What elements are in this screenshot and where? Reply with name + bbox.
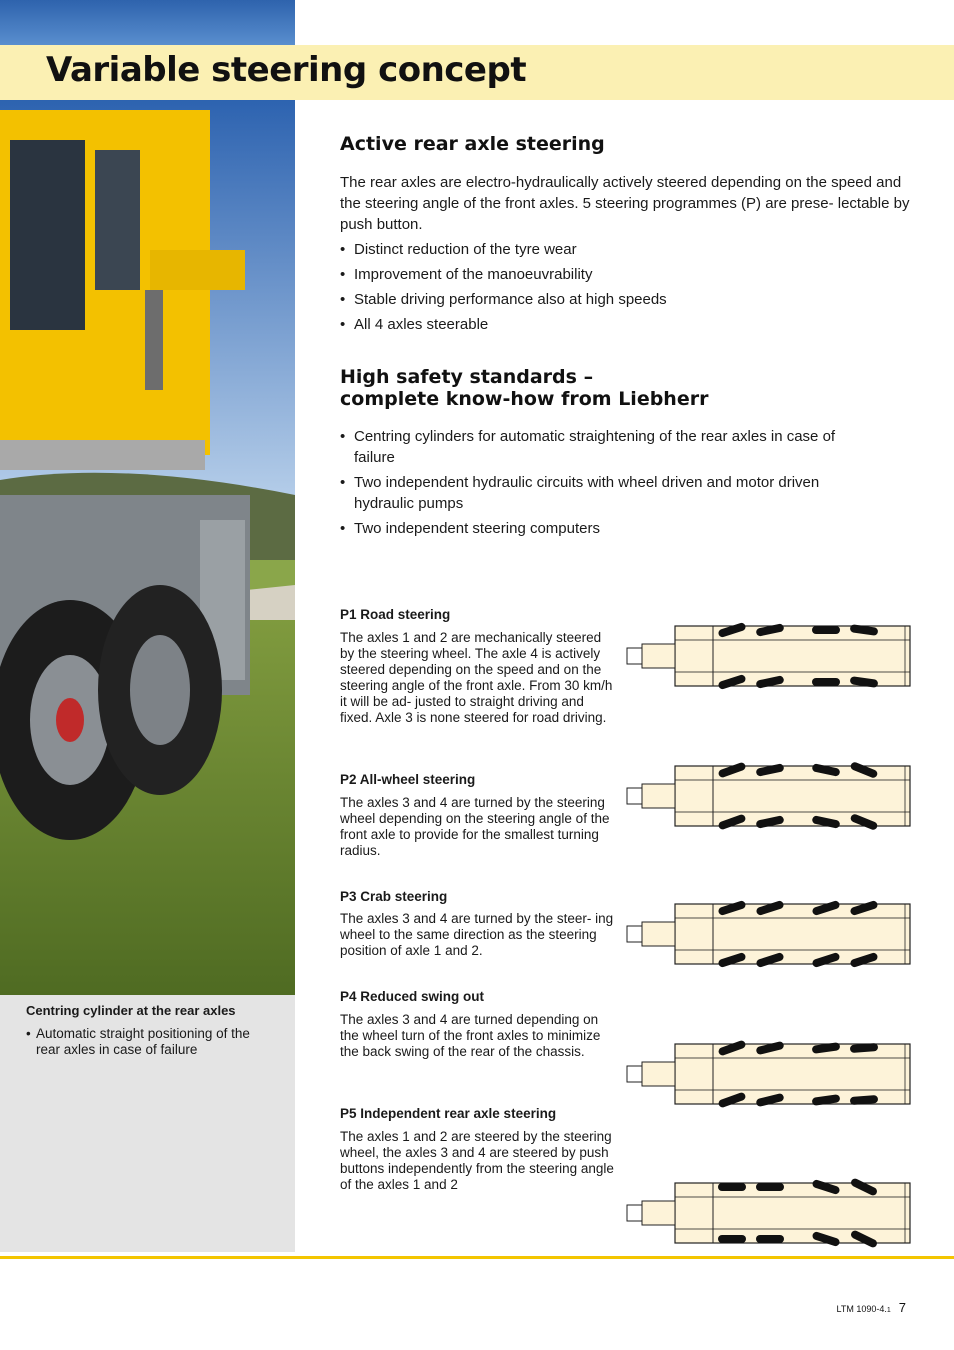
programme-title-p4: P4 Reduced swing out [340,989,485,1004]
wheel-mark [756,1235,784,1243]
active-intro: The rear axles are electro-hydraulically actively steered depending on the speed and the steering angle of the front axles. 5 steering programmes (P) are prese- lectable by push button. [340,174,910,233]
section-heading-safety: High safety standards – complete know-how from Liebherr [340,366,709,410]
programme-title-p3: P3 Crab steering [340,889,448,904]
caption-bullet: • Automatic straight positioning of the rear axles in case of failure [26,1026,250,1057]
list-item: • Distinct reduction of the tyre wear [340,241,577,258]
list-item: • Stable driving performance also at high speeds [340,291,667,308]
active-bullet-list [340,239,880,339]
footer-rule [0,1256,954,1259]
list-item: • Centring cylinders for automatic straightening of the rear axles in case of failure [340,428,836,466]
chassis-body [627,626,910,686]
programme-title-p1: P1 Road steering [340,607,451,622]
list-item: • Improvement of the manoeuvrability [340,266,593,283]
programme-title-p2: P2 All-wheel steering [340,772,476,787]
steering-diagram-p4 [620,1036,914,1117]
programme-desc-p2: The axles 3 and 4 are turned by the steering wheel depending on the steering angle of the front axle to provide for the smallest turning radius. [340,795,610,858]
wheel-mark [812,678,840,686]
list-item: • Two independent steering computers [340,520,600,537]
programme-desc-p5: The axles 1 and 2 are steered by the steering wheel, the axles 3 and 4 are steered by push buttons independently from the steering angle of the axles 1 and 2 [340,1129,614,1192]
header-photo-strip [0,0,295,46]
steering-diagram-p5 [620,1175,914,1256]
steering-diagram-p2 [620,758,914,839]
steering-diagram-p1 [620,618,914,699]
programme-desc-p3: The axles 3 and 4 are turned by the steer- ing wheel to the same direction as the steering position of axle 1 and 2. [340,911,614,958]
page-title: Variable steering concept [46,50,527,90]
programme-desc-p1: The axles 1 and 2 are mechanically steered by the steering wheel. The axle 4 is actively steered depending on the speed and on the steering angle of the front axle. From 30 km/h it will be ad- justed to straight driving and fixed. Axle 3 is none steered for road driving. [340,630,613,725]
wheel-mark [718,1235,746,1243]
wheel-mark [756,1183,784,1191]
chassis-diagram [620,1036,914,1112]
list-item: • All 4 axles steerable [340,316,489,333]
wheel-mark [718,1183,746,1191]
crane-photo [0,100,295,995]
chassis-diagram [620,1175,914,1251]
page-number: 7 [898,1300,906,1315]
wheel-mark [812,626,840,634]
chassis-body [627,1044,910,1104]
model-number: LTM 1090-4.1 [836,1304,891,1314]
caption-title: Centring cylinder at the rear axles [26,1003,236,1018]
programme-title-p5: P5 Independent rear axle steering [340,1106,557,1121]
steering-diagram-p3 [620,896,914,977]
list-item: • Two independent hydraulic circuits with wheel driven and motor driven hydraulic pumps [340,474,820,512]
chassis-diagram [620,618,914,694]
chassis-diagram [620,758,914,834]
programme-desc-p4: The axles 3 and 4 are turned depending on the wheel turn of the front axles to minimize the back swing of the rear of the chassis. [340,1012,601,1059]
safety-bullet-list [340,426,880,543]
page-footer [837,1300,907,1315]
section-heading-active: Active rear axle steering [340,133,605,155]
chassis-diagram [620,896,914,972]
